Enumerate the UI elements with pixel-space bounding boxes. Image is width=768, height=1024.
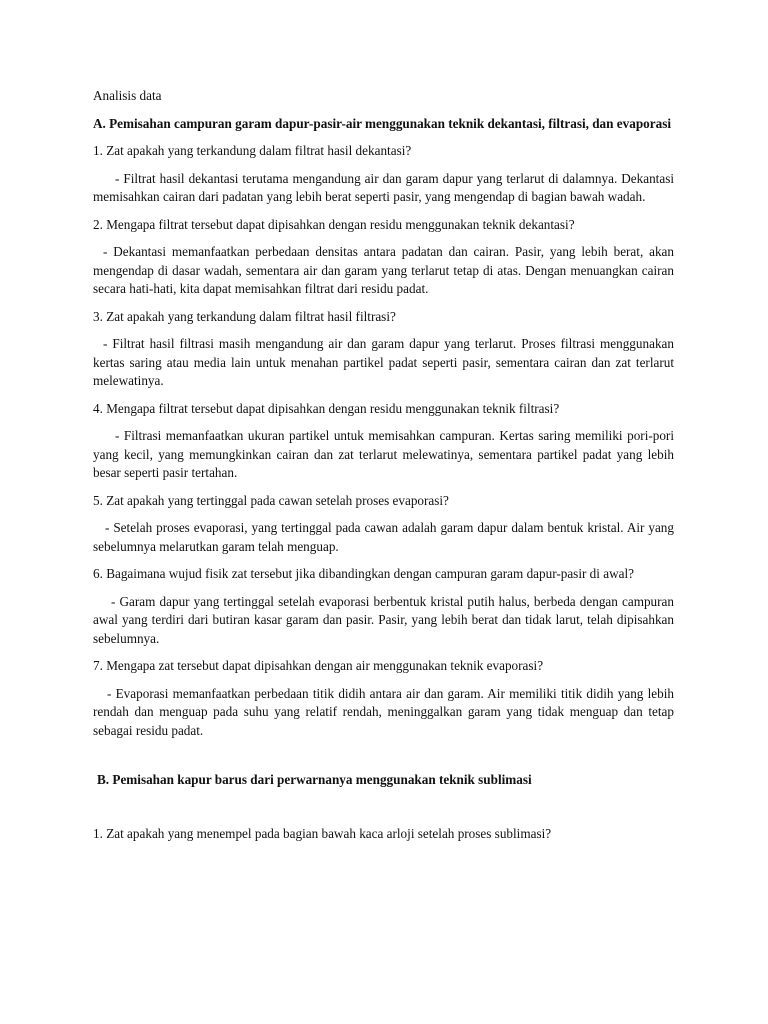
- section-b-heading: B. Pemisahan kapur barus dari perwarnanya menggunakan teknik sublimasi: [97, 772, 532, 787]
- question-b1: 1. Zat apakah yang menempel pada bagian bawah kaca arloji setelah proses sublimasi?: [93, 825, 552, 841]
- question-a6: 6. Bagaimana wujud fisik zat tersebut jika dibandingkan dengan campuran garam dapur-pasir di awal?: [93, 566, 634, 581]
- document-body: [93, 87, 674, 843]
- answer-a6: - Garam dapur yang tertinggal setelah evaporasi berbentuk kristal putih halus, berbeda dengan campuran awal yang terdiri dari butiran kasar garam dan pasir. Pasir, yang lebih berat dan tidak larut, telah dipisahkan sebelumnya.: [93, 593, 674, 646]
- document-title: Analisis data: [93, 88, 162, 103]
- answer-a4: - Filtrasi memanfaatkan ukuran partikel untuk memisahkan campuran. Kertas saring memiliki pori-pori yang kecil, yang memungkinkan cairan dan zat terlarut melewatinya, sementara partikel padat yang lebih besar seperti pasir tertahan.: [93, 428, 674, 480]
- question-a7: 7. Mengapa zat tersebut dapat dipisahkan dengan air menggunakan teknik evaporasi?: [93, 658, 544, 673]
- question-a1: 1. Zat apakah yang terkandung dalam filtrat hasil dekantasi?: [93, 143, 412, 158]
- answer-a1: - Filtrat hasil dekantasi terutama mengandung air dan garam dapur yang terlarut di dalamnya. Dekantasi memisahkan cairan dari padatan yang lebih berat seperti pasir, yang mengendap di bagian bawah wadah.: [93, 170, 674, 204]
- answer-a5: - Setelah proses evaporasi, yang tertinggal pada cawan adalah garam dapur dalam bentuk kristal. Air yang sebelumnya melarutkan garam telah menguap.: [93, 520, 674, 554]
- answer-a3: - Filtrat hasil filtrasi masih mengandung air dan garam dapur yang terlarut. Proses filtrasi menggunakan kertas saring atau media lain untuk menahan partikel padat seperti pasir, sementara cairan dan zat terlarut melewatinya.: [93, 336, 674, 388]
- answer-a7: - Evaporasi memanfaatkan perbedaan titik didih antara air dan garam. Air memiliki titik didih yang lebih rendah dan menguap pada suhu yang relatif rendah, meninggalkan garam yang tidak menguap dan tetap sebagai residu padat.: [93, 685, 674, 738]
- question-a5: 5. Zat apakah yang tertinggal pada cawan setelah proses evaporasi?: [93, 492, 449, 508]
- answer-a2: - Dekantasi memanfaatkan perbedaan densitas antara padatan dan cairan. Pasir, yang lebih berat, akan mengendap di dasar wadah, sementara air dan garam yang terlarut tetap di atas. Dengan menuangkan cairan secara hati-hati, kita dapat memisahkan filtrat dari residu padat.: [93, 244, 674, 296]
- question-a3: 3. Zat apakah yang terkandung dalam filtrat hasil filtrasi?: [93, 308, 396, 324]
- section-a-heading: A. Pemisahan campuran garam dapur-pasir-air menggunakan teknik dekantasi, filtrasi, dan evaporasi: [93, 115, 671, 131]
- question-a4: 4. Mengapa filtrat tersebut dapat dipisahkan dengan residu menggunakan teknik filtrasi?: [93, 400, 560, 416]
- question-a2: 2. Mengapa filtrat tersebut dapat dipisahkan dengan residu menggunakan teknik dekantasi?: [93, 216, 575, 232]
